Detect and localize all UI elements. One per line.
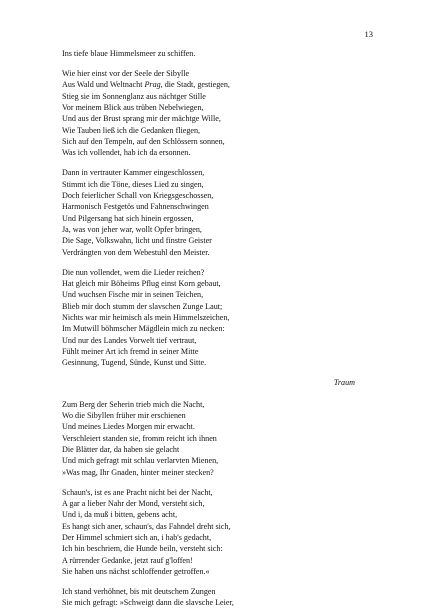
verse-line: »Was mag, Ihr Gnaden, hinter meiner stecken?: [62, 467, 214, 477]
verse-line: Fühlt meiner Art ich fremd in seiner Mitte: [62, 347, 199, 357]
verse-line: Nichts war mir heimisch als mein Himmelszeichen,: [62, 313, 230, 322]
verse-line: Es hangt sich aner, schaun's, das Fahndel dreht sich,: [62, 521, 231, 531]
verse-line: Schaun's, ist es ane Pracht nicht bei der Nacht,: [62, 487, 213, 497]
verse-line: Wie Tauben ließ ich die Gedanken fliegen,: [62, 125, 201, 135]
page-number: 13: [364, 29, 373, 39]
verse-line: Hat gleich mir Böheims Pflug einst Korn gebaut,: [62, 278, 221, 288]
verse-line: Wo die Sibyllen früher mir erschienen: [62, 411, 186, 420]
verse-line: Im Mutwill böhmscher Mägdlein mich zu necken:: [62, 324, 225, 334]
verse-line: Verdrängten von dem Webestuhl den Meister.: [62, 247, 210, 257]
verse-line: Verschleiert standen sie, fromm reicht ich ihnen: [62, 433, 217, 443]
verse-line: Und nur des Landes Vorwelt tief vertraut,: [62, 335, 197, 345]
verse-line: Stimmt ich die Töne, dieses Lied zu singen,: [62, 179, 204, 189]
stanza: [62, 586, 363, 609]
verse-line: Der Himmel schmiert sich an, i hab's gedacht,: [62, 533, 212, 543]
verse-line: Gesinnung, Tugend, Sünde, Kunst und Sitte.: [62, 358, 207, 368]
verse-line: Blieb mir doch stumm der slavschen Zunge Laut;: [62, 301, 223, 311]
verse-line: Sie mich gefragt: »Schweigt dann die slavsche Leier,: [62, 598, 234, 608]
verse-line: Und aus der Brust sprang mir der mächtge Wille,: [62, 114, 221, 124]
verse-line: Aus Wald und Weltnacht Prag, die Stadt, gestiegen,: [62, 80, 230, 90]
poem-part-two: [62, 399, 363, 609]
verse-line: Ja, was von jeher war, wollt Opfer bringen,: [62, 225, 202, 234]
verse-line: Dann in vertrauter Kammer eingeschlossen,: [62, 168, 205, 178]
verse-line: A rürrender Gedanke, jetzt rauf g'loffen!: [62, 555, 193, 565]
verse-line: Ins tiefe blaue Himmelsmeer zu schiffen.: [62, 49, 196, 58]
verse-line: Die nun vollendet, wem die Lieder reichen?: [62, 267, 205, 277]
verse-line: Sich auf den Tempeln, auf den Schlössern sonnen,: [62, 137, 225, 146]
verse-line: Sie haben uns nächst schloffender getroffen.«: [62, 567, 210, 577]
verse-line: Und meines Liedes Morgen mir erwacht.: [62, 422, 195, 432]
verse-line: Und i, da muß i bitten, gebens acht,: [62, 510, 178, 520]
verse-line: Ich bin beschriem, die Hunde beiln, versteht sich:: [62, 544, 223, 554]
verse-line: Stieg sie im Sonnenglanz aus nächtger Stille: [62, 91, 206, 101]
stanza: [62, 167, 363, 258]
stanza: [62, 399, 363, 478]
verse-line: Und wuchsen Fische mir in seinen Teichen,: [62, 290, 204, 300]
verse-line: A gar a lieber Nahr der Mond, versteht sich,: [62, 499, 205, 508]
verse-line: Die Sage, Volkswahn, licht und finstre Geister: [62, 236, 212, 246]
verse-line: Die Blätter dar, da haben sie gelacht: [62, 445, 180, 455]
stanza: [62, 267, 363, 369]
stanza: [62, 48, 363, 59]
verse-line: Wie hier einst vor der Seele der Sibylle: [62, 68, 190, 78]
verse-line: Ich stand verhöhnet, bis mit deutschem Zungen: [62, 587, 216, 596]
stanza: [62, 68, 363, 159]
verse-line: Und mich gefragt mit schlau verlarvten Mienen,: [62, 456, 219, 466]
verse-line: Doch feierlicher Schall von Kriegsgeschossen,: [62, 190, 214, 200]
verse-line: Zum Berg der Seherin trieb mich die Nacht,: [62, 399, 205, 409]
stanza: [62, 487, 363, 578]
verse-line: Harmonisch Festgetös und Fahnenschwingen: [62, 202, 209, 212]
verse-line: Vor meinem Blick aus trüben Nebelwiegen,: [62, 102, 204, 112]
poem-part-one: [62, 48, 363, 369]
verse-line: Was ich vollendet, hab ich da ersonnen.: [62, 148, 191, 158]
poem-title: Traum: [333, 378, 355, 388]
verse-line: Und Pilgersang hat sich hinein ergossen,: [62, 213, 194, 223]
